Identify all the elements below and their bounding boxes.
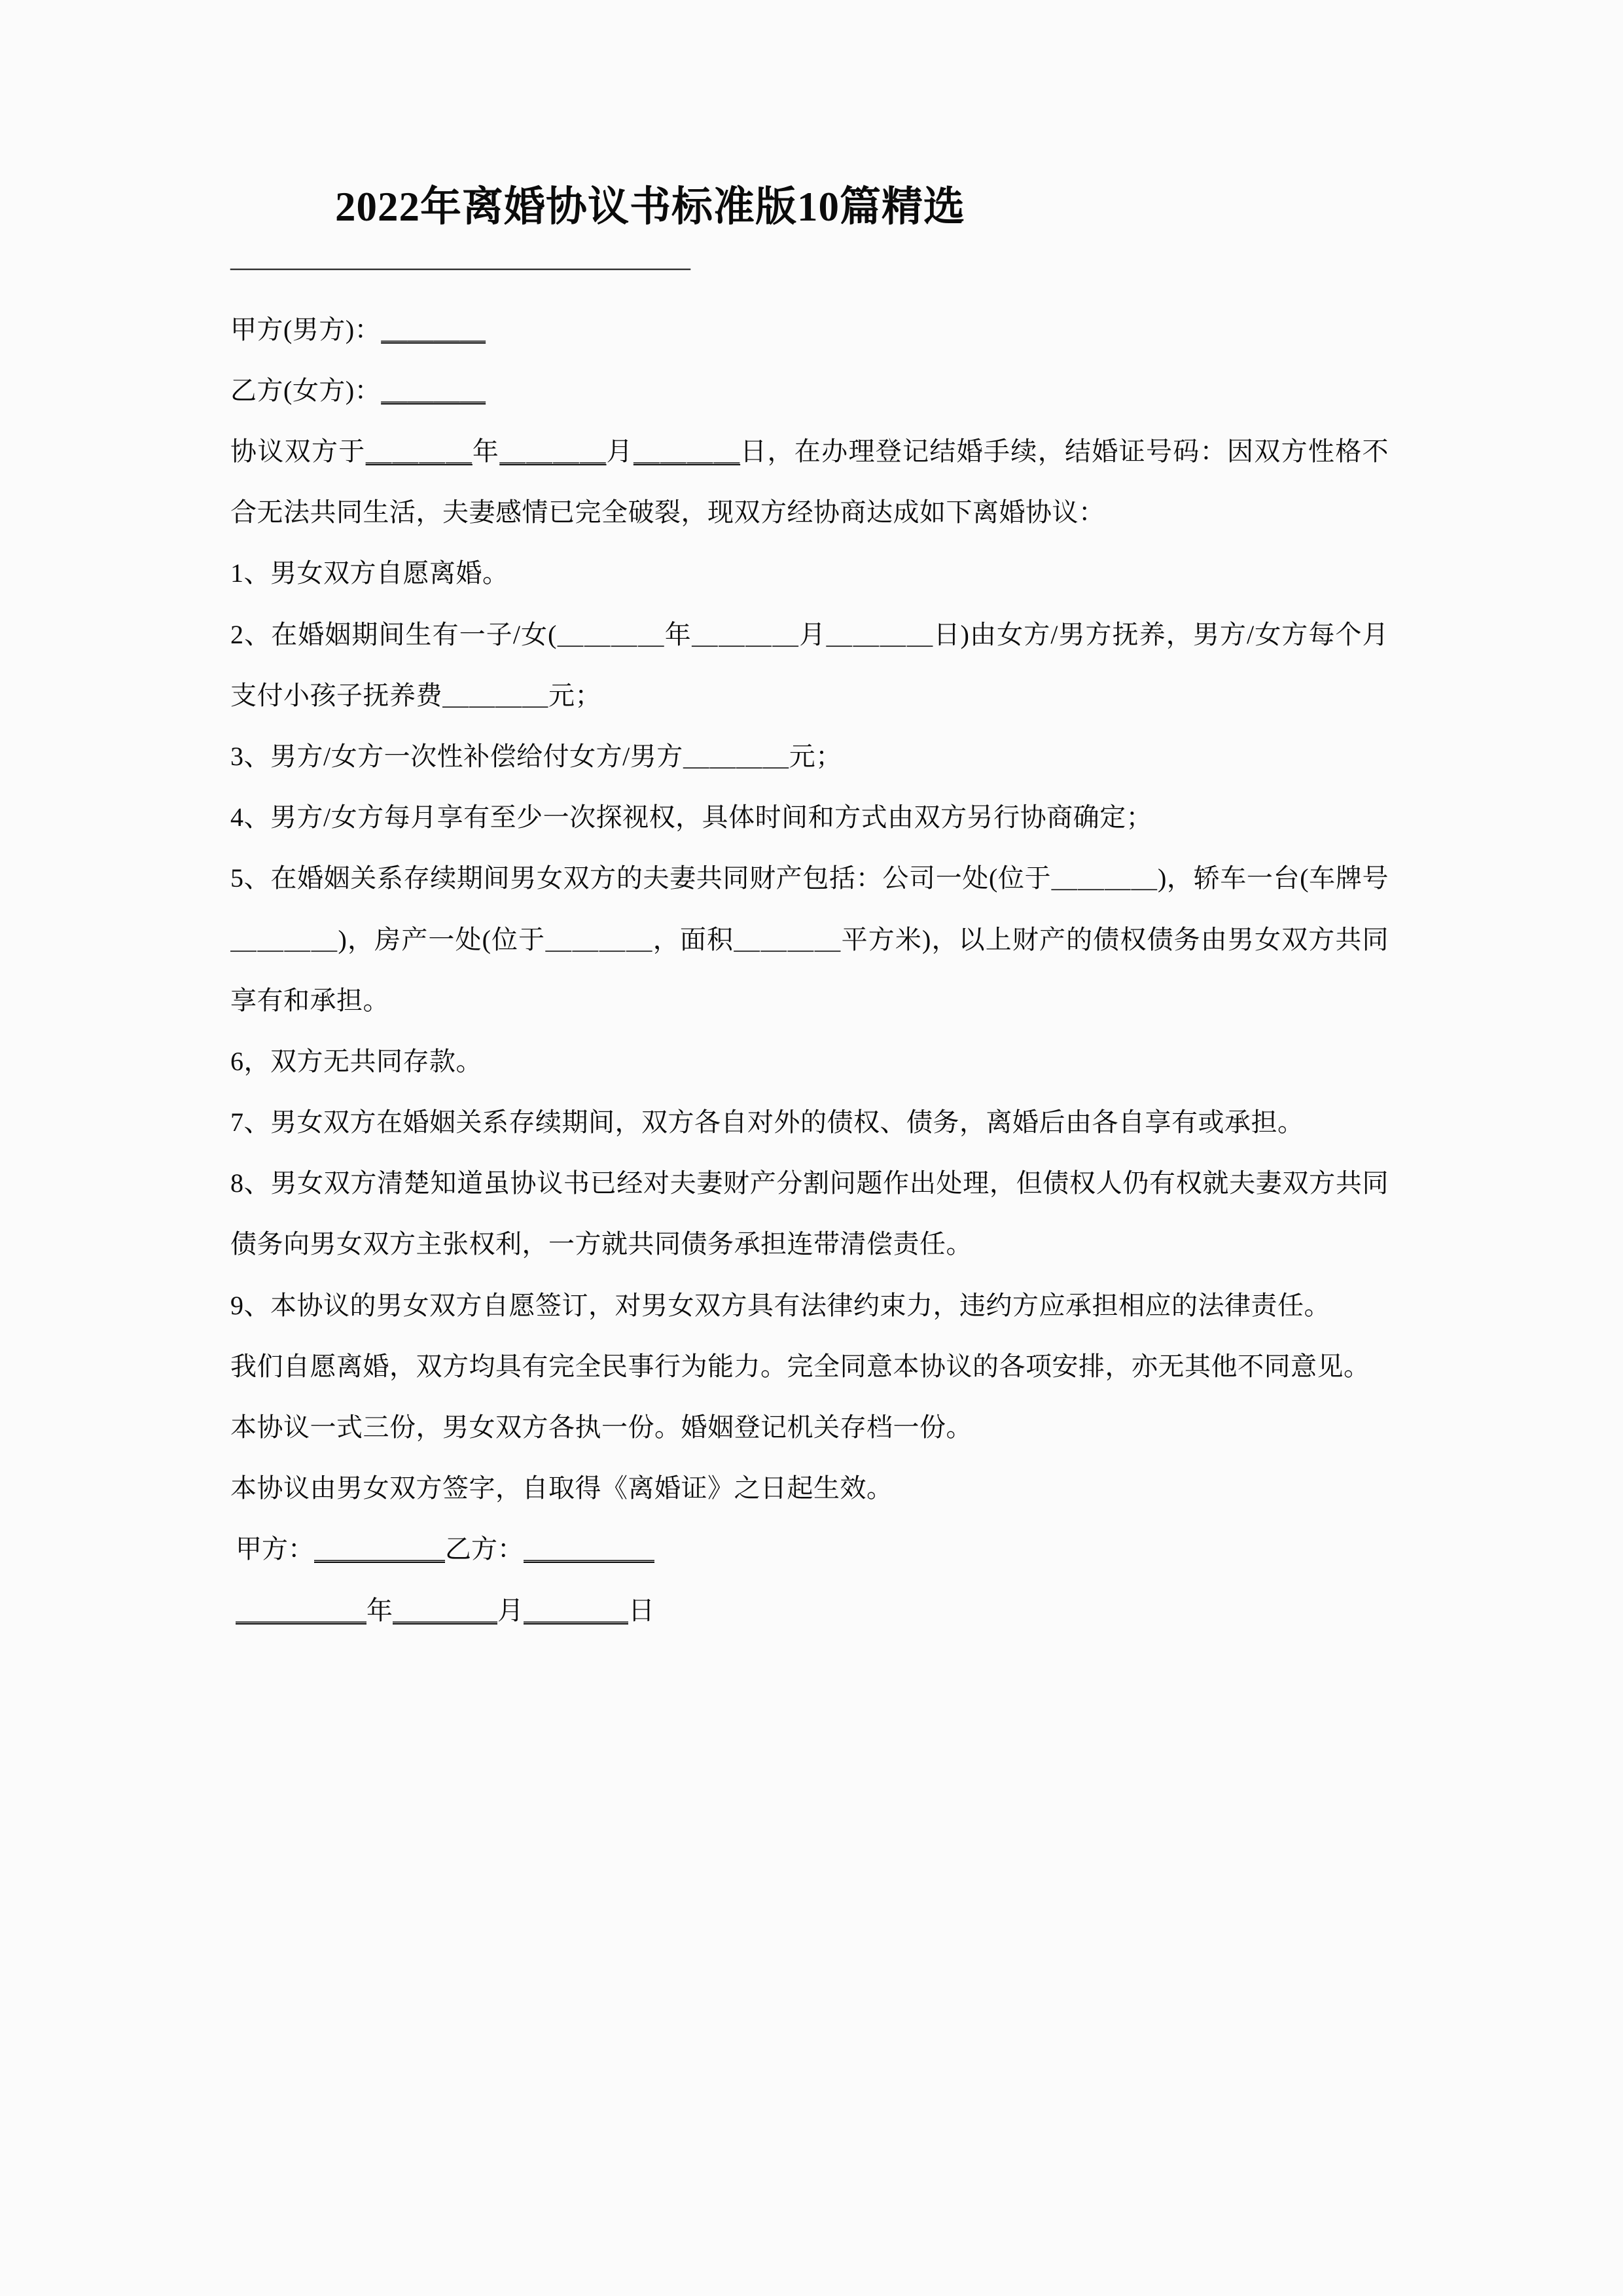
intro-text-1: 协议双方于 xyxy=(230,437,366,466)
party-a-line xyxy=(230,299,1389,360)
signature-party-b-label: 乙方： xyxy=(445,1534,524,1564)
clause-text: 男方/女方每月享有至少一次探视权，具体时间和方式由双方另行协商确定； xyxy=(270,802,1153,833)
intro-blank-month: ＿＿＿＿ xyxy=(499,437,607,466)
intro-blank-day: ＿＿＿＿ xyxy=(633,437,741,466)
signature-date-line xyxy=(230,1580,1389,1641)
clause-number: 9、 xyxy=(230,1290,270,1320)
clause-text: 本协议的男女双方自愿签订，对男女双方具有法律约束力，违约方应承担相应的法律责任。 xyxy=(270,1290,1330,1320)
clause-text: 男女双方清楚知道虽协议书已经对夫妻财产分割问题作出处理，但债权人仍有权就夫妻双方共同债务向男女双方主张权利，一方就共同债务承担连带清偿责任。 xyxy=(230,1168,1389,1259)
party-b-line xyxy=(230,360,1389,421)
closing-paragraph: 本协议一式三份，男女双方各执一份。婚姻登记机关存档一份。 xyxy=(230,1412,972,1442)
clause-number: 8、 xyxy=(230,1168,271,1198)
signature-party-a-label: 甲方： xyxy=(236,1534,314,1564)
title-divider: —————————————————— xyxy=(230,251,690,281)
date-unit-month: 月 xyxy=(497,1595,524,1625)
page-title: 2022年离婚协议书标准版10篇精选 xyxy=(335,184,965,230)
clause-item xyxy=(230,1153,1389,1274)
clause-item xyxy=(230,1031,1389,1092)
clause-number: 2、 xyxy=(230,619,272,649)
clause-item xyxy=(230,848,1389,1031)
clause-item xyxy=(230,1092,1389,1153)
clause-text: 男女双方自愿离婚。 xyxy=(270,558,509,588)
document-body xyxy=(230,181,1389,1641)
clause-text: 在婚姻期间生有一子/女(＿＿＿＿年＿＿＿＿月＿＿＿＿日)由女方/男方抚养，男方/女方每个月支付小孩子抚养费＿＿＿＿元； xyxy=(230,619,1389,710)
date-unit-year: 年 xyxy=(366,1595,393,1625)
clause-text: 男女双方在婚姻关系存续期间，双方各自对外的债权、债务，离婚后由各自享有或承担。 xyxy=(270,1107,1304,1138)
clause-text: 男方/女方一次性补偿给付女方/男方＿＿＿＿元； xyxy=(270,741,842,771)
clause-item xyxy=(230,604,1389,726)
clause-number: 6， xyxy=(230,1046,270,1076)
intro-blank-year: ＿＿＿＿ xyxy=(365,437,473,466)
clause-text: 双方无共同存款。 xyxy=(270,1046,482,1076)
clause-item xyxy=(230,787,1389,848)
date-blank-day: ＿＿＿＿ xyxy=(524,1595,628,1625)
date-unit-day: 日 xyxy=(628,1595,654,1625)
date-blank-month: ＿＿＿＿ xyxy=(393,1595,497,1625)
intro-unit-year: 年 xyxy=(472,437,500,466)
closing-paragraph: 我们自愿离婚，双方均具有完全民事行为能力。完全同意本协议的各项安排，亦无其他不同意见。 xyxy=(230,1351,1370,1381)
intro-unit-month: 月 xyxy=(606,437,633,466)
clause-item xyxy=(230,543,1389,603)
closing-paragraph: 本协议由男女双方签字，自取得《离婚证》之日起生效。 xyxy=(230,1473,893,1503)
signature-party-b-blank: ＿＿＿＿＿ xyxy=(524,1534,654,1564)
party-b-blank: ＿＿＿＿ xyxy=(381,375,486,405)
date-blank-year: ＿＿＿＿＿ xyxy=(236,1595,366,1625)
intro-paragraph xyxy=(230,421,1389,543)
clause-text: 在婚姻关系存续期间男女双方的夫妻共同财产包括：公司一处(位于＿＿＿＿)，轿车一台(车牌号＿＿＿＿)，房产一处(位于＿＿＿＿，面积＿＿＿＿平方米)，以上财产的债权债务由男女双方共同享有和承担。 xyxy=(230,863,1389,1015)
party-a-blank: ＿＿＿＿ xyxy=(381,314,486,344)
clause-number: 4、 xyxy=(230,802,270,833)
party-b-label: 乙方(女方)： xyxy=(230,375,382,405)
party-a-label: 甲方(男方)： xyxy=(230,314,382,344)
intro-unit-day: 日 xyxy=(740,437,768,466)
clause-number: 7、 xyxy=(230,1107,270,1138)
clause-number: 3、 xyxy=(230,741,270,771)
intro-text-2: ，在办理登记结婚手续，结婚证号码：因双方性格不合无法共同生活，夫妻感情已完全破裂，现双方经协商达成如下离婚协议： xyxy=(230,437,1389,528)
signature-line xyxy=(230,1518,1389,1579)
clause-number: 5、 xyxy=(230,863,271,893)
clause-item xyxy=(230,726,1389,787)
clause-number: 1、 xyxy=(230,558,270,588)
signature-party-a-blank: ＿＿＿＿＿ xyxy=(314,1534,445,1564)
clause-item xyxy=(230,1275,1389,1336)
